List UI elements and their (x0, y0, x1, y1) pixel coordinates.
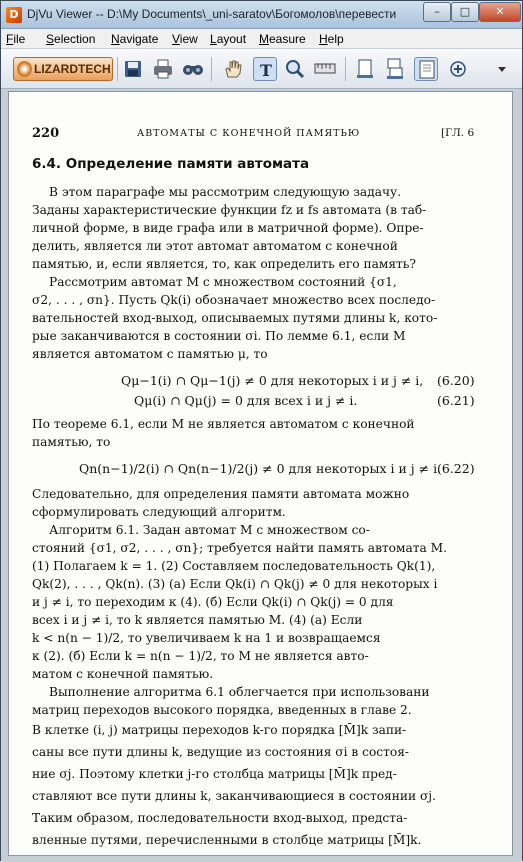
continuous-icon[interactable] (383, 57, 407, 81)
text-line: матом с конечной памятью. (32, 667, 214, 681)
text-line: ние σj. Поэтому клетки j-го столбца матрицы [M̄]k пред- (32, 767, 397, 781)
text-line: вательностей вход-выход, описываемых путями длины k, кото- (32, 311, 438, 325)
find-icon[interactable] (181, 57, 205, 81)
menu-view[interactable]: View (172, 32, 198, 46)
text-line: Алгоритм 6.1. Задан автомат M с множеством со- (49, 523, 370, 537)
menu-layout[interactable]: Layout (210, 32, 247, 46)
text-line: В этом параграфе мы рассмотрим следующую задачу. (49, 185, 402, 199)
app-icon: D (6, 7, 22, 23)
toolbar-separator (211, 57, 212, 81)
document-page (8, 91, 513, 856)
text-select-icon[interactable] (253, 57, 277, 81)
text-line: и j ≠ i, то переходим к (4). (б) Если Qk(i) ∩ Qk(j) = 0 для (32, 595, 394, 609)
text-line: делить, является ли этот автомат автоматом с конечной (32, 239, 398, 253)
equation-number: (6.20) (437, 373, 475, 388)
facing-pages-icon[interactable] (414, 57, 438, 81)
toolbar-separator (117, 57, 118, 81)
text-line: саны все пути длины k, ведущие из состояния σi в состоя- (32, 745, 409, 759)
chapter-label: [ГЛ. 6 (441, 127, 475, 139)
toolbar (1, 49, 522, 89)
text-line: всех i и j ≠ i, то k является памятью M. (4) (а) Если (32, 613, 363, 627)
equation-number: (6.22) (437, 461, 475, 476)
equation: Qμ−1(i) ∩ Qμ−1(j) ≠ 0 для некоторых i и j ≠ i, (121, 373, 424, 388)
equation-number: (6.21) (437, 393, 475, 408)
measure-icon[interactable] (313, 57, 337, 81)
text-line: В клетке (i, j) матрицы переходов k-го порядка [M̄]k запи- (32, 723, 407, 737)
text-line: памятью, то (32, 435, 111, 449)
menu-selection[interactable]: Selection (46, 32, 96, 46)
text-line: сформулировать следующий алгоритм. (32, 505, 286, 519)
text-line: Таким образом, последовательности вход-выход, предста- (32, 811, 408, 825)
text-line: стояний {σ1, σ2, . . . , σn}; требуется найти память автомата M. (32, 541, 447, 555)
hand-icon[interactable] (221, 57, 245, 81)
text-line: (1) Полагаем k = 1. (2) Составляем последовательность Qk(1), (32, 559, 436, 573)
maximize-button[interactable]: □ (451, 2, 479, 22)
document-view[interactable] (1, 89, 522, 862)
text-line: ставляют все пути длины k, заканчивающиеся в состоянии σj. (32, 789, 436, 803)
text-line: Рассмотрим автомат M с множеством состояний {σ1, (49, 275, 397, 289)
lizardtech-logo[interactable]: LIZARDTECH (13, 57, 113, 81)
minimize-button[interactable]: – (423, 2, 451, 22)
single-page-icon[interactable] (353, 57, 377, 81)
equation: Qμ(i) ∩ Qμ(j) = 0 для всех i и j ≠ i. (134, 393, 358, 408)
close-button[interactable]: ✕ (479, 2, 521, 22)
text-line: Выполнение алгоритма 6.1 облегчается при использовани (49, 685, 430, 699)
text-line: личной форме, в виде графа или в матричной форме). Опре- (32, 221, 424, 235)
svg-text:T: T (260, 61, 272, 80)
text-line: является автоматом с памятью μ, то (32, 347, 268, 361)
lizard-icon (17, 61, 32, 77)
running-title: АВТОМАТЫ С КОНЕЧНОЙ ПАМЯТЬЮ (137, 128, 361, 139)
text-line: вленные путями, перечисленными в столбце матрицы [M̄]k. (32, 833, 422, 847)
text-line: к (2). (б) Если k = n(n − 1)/2, то M не является авто- (32, 649, 369, 663)
title-bar[interactable] (1, 1, 522, 29)
window-title: DjVu Viewer -- D:\My Documents\_uni-saratov\Богомолов\перевести (27, 7, 397, 21)
menu-measure[interactable]: Measure (259, 32, 306, 46)
section-title: 6.4. Определение памяти автомата (32, 156, 310, 172)
zoom-icon[interactable] (283, 57, 307, 81)
menu-bar (1, 29, 522, 49)
toolbar-overflow-icon[interactable] (493, 57, 511, 81)
toolbar-separator (345, 57, 346, 81)
menu-navigate[interactable]: Navigate (111, 32, 159, 46)
text-line: рые заканчиваются в состоянии σi. По лемме 6.1, если M (32, 329, 406, 343)
text-line: Следовательно, для определения памяти автомата можно (32, 487, 410, 501)
text-line: матриц переходов высокого порядка, введенных в главе 2. (32, 703, 412, 717)
menu-file[interactable]: File (6, 32, 26, 46)
menu-help[interactable]: Help (319, 32, 344, 46)
text-line: Qk(2), . . . , Qk(n). (3) (а) Если Qk(i) ∩ Qk(j) ≠ 0 для некоторых i (32, 577, 438, 591)
text-line: Заданы характеристические функции fz и fs автомата (в таб- (32, 203, 427, 217)
text-line: памятью, и, если является, то, как определить его память? (32, 257, 416, 271)
text-line: k < n(n − 1)/2, то увеличиваем k на 1 и возвращаемся (32, 631, 381, 645)
text-line: σ2, . . . , σn}. Пусть Qk(i) обозначает множество всех последо- (32, 293, 436, 307)
page-number: 220 (32, 126, 60, 141)
save-icon[interactable] (121, 57, 145, 81)
equation: Qn(n−1)/2(i) ∩ Qn(n−1)/2(j) ≠ 0 для некоторых i и j ≠ i. (79, 461, 442, 476)
print-icon[interactable] (151, 57, 175, 81)
text-line: По теореме 6.1, если M не является автоматом с конечной (32, 417, 415, 431)
zoom-in-icon[interactable] (446, 57, 470, 81)
